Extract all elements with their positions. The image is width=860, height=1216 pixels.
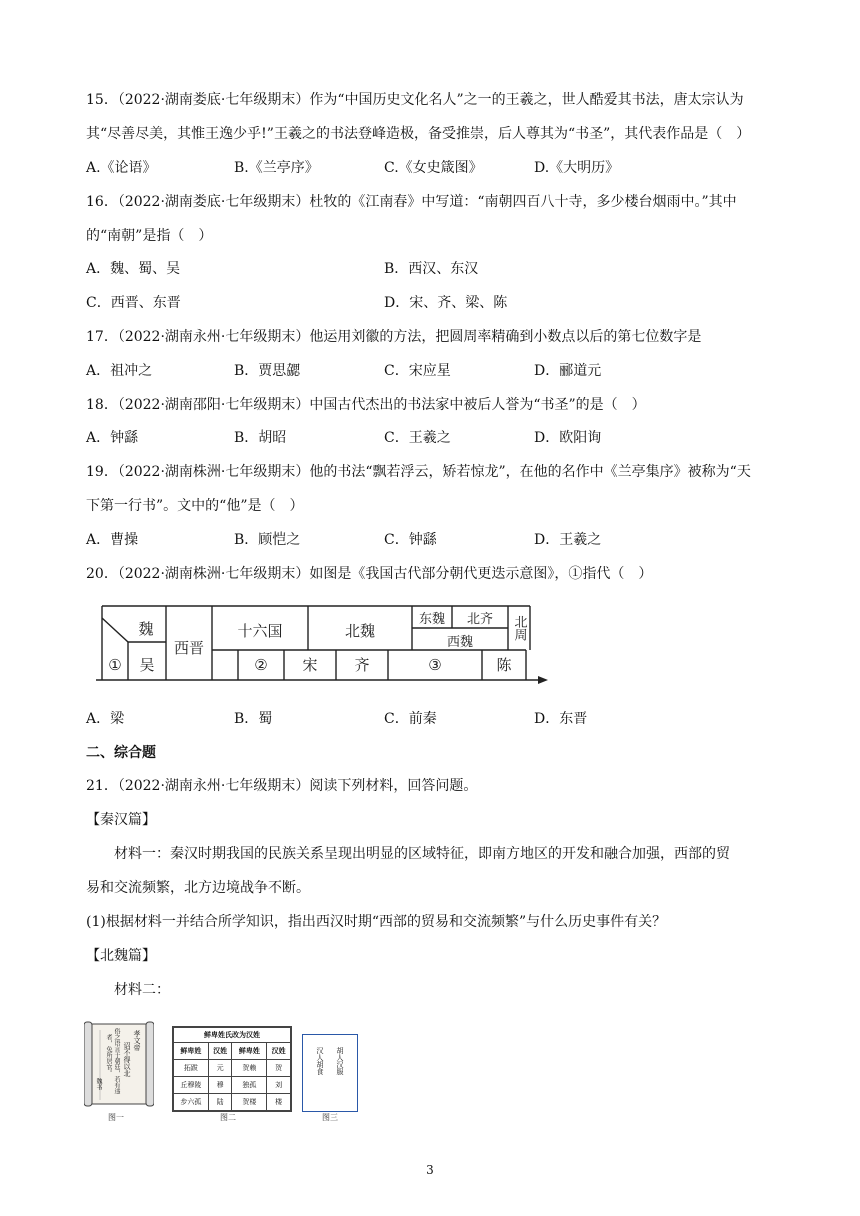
table-cell: 元 [208, 1060, 232, 1077]
figure-1-text-5: 魏书 [95, 1078, 102, 1090]
q16-option-c[interactable]: C．西晋、东晋 [86, 295, 181, 311]
table-cell: 刘 [267, 1077, 291, 1094]
q17-option-b[interactable]: B．贾思勰 [234, 363, 301, 379]
table-header: 鲜卑姓 [174, 1043, 209, 1060]
figure-1-text-3: 俗之语言于朝廷，若有违 [113, 1028, 120, 1094]
table-header: 汉姓 [208, 1043, 232, 1060]
surname-table [173, 1027, 291, 1111]
figure-3-box [302, 1034, 358, 1112]
dynasty-chen: 陈 [496, 656, 512, 674]
q16-option-a[interactable]: A．魏、蜀、吴 [86, 261, 181, 277]
table-cell: 丘穆陵 [174, 1077, 209, 1094]
section-heading: 二、综合题 [86, 745, 156, 761]
figure-1-text-4: 者，免所居官。 [105, 1034, 112, 1076]
page-number: 3 [426, 1163, 434, 1177]
dynasty-song: 宋 [302, 656, 318, 674]
table-cell: 贺 [267, 1060, 291, 1077]
q21-part-beiwei: 【北魏篇】 [86, 948, 156, 964]
q19-stem-line1: 19．（2022·湖南株洲·七年级期末）他的书法“飘若浮云，矫若惊龙”，在他的名作中《兰亭集序》被称为“天 [86, 464, 751, 480]
q18-option-d[interactable]: D．欧阳询 [534, 430, 602, 446]
q21-material1-line1: 材料一：秦汉时期我国的民族关系呈现出明显的区域特征，即南方地区的开发和融合加强，西部的贸 [114, 846, 730, 862]
q19-option-a[interactable]: A．曹操 [86, 532, 139, 548]
dynasty-sixteen-states: 十六国 [237, 622, 283, 640]
q21-part-qinhan: 【秦汉篇】 [86, 812, 156, 828]
q15-option-d[interactable]: D.《大明历》 [534, 160, 620, 176]
q19-stem-line2: 下第一行书”。文中的“他”是（ ） [86, 498, 304, 514]
q17-stem: 17．（2022·湖南永州·七年级期末）他运用刘徽的方法，把圆周率精确到小数点以后的第七位数字是 [86, 329, 702, 345]
q19-option-d[interactable]: D．王羲之 [534, 532, 602, 548]
table-cell: 拓跋 [174, 1060, 209, 1077]
q18-stem: 18．（2022·湖南邵阳·七年级期末）中国古代杰出的书法家中被后人誉为“书圣”的是（ ） [86, 397, 646, 413]
q15-stem-line2: 其“尽善尽美，其惟王逸少乎!”王羲之的书法登峰造极，备受推崇，后人尊其为“书圣”，其代表作品是（ ） [86, 126, 751, 142]
table-cell: 贺楼 [232, 1094, 267, 1111]
table-row [174, 1094, 291, 1111]
figure-1-text-2: 诏不得以北 [123, 1042, 131, 1077]
dynasty-beiwei: 北魏 [344, 622, 376, 640]
dynasty-label-1: ① [108, 656, 122, 674]
q21-stem: 21．（2022·湖南永州·七年级期末）阅读下列材料，回答问题。 [86, 778, 478, 794]
figure-3-text-1: 胡人汉服 [336, 1047, 344, 1075]
dynasty-label-2: ② [254, 656, 268, 674]
table-cell: 穆 [208, 1077, 232, 1094]
q18-option-c[interactable]: C．王羲之 [384, 430, 451, 446]
table-header: 鲜卑姓 [232, 1043, 267, 1060]
dynasty-succession-diagram [90, 598, 550, 688]
figure-1-text-1: 孝文帝 [133, 1030, 141, 1051]
q15-option-c[interactable]: C.《女史箴图》 [384, 160, 483, 176]
figure-2-caption: 图二 [220, 1113, 236, 1122]
dynasty-wu: 吴 [139, 656, 155, 674]
dynasty-xiwei: 西魏 [446, 635, 474, 650]
table-cell: 步六孤 [174, 1094, 209, 1111]
q15-option-a[interactable]: A.《论语》 [86, 160, 157, 176]
q17-option-d[interactable]: D．郦道元 [534, 363, 602, 379]
q20-option-c[interactable]: C．前秦 [384, 711, 437, 727]
q15-stem-line1: 15．（2022·湖南娄底·七年级期末）作为“中国历史文化名人”之一的王羲之，世人酷爱其书法，唐太宗认为 [86, 92, 744, 108]
table-row [174, 1077, 291, 1094]
surname-table-title: 鲜卑姓氏改为汉姓 [174, 1028, 291, 1043]
table-cell: 贺赖 [232, 1060, 267, 1077]
figure-2-surname-table [172, 1026, 292, 1112]
table-cell: 陆 [208, 1094, 232, 1111]
figure-1-caption: 图一 [108, 1113, 124, 1122]
q16-option-d[interactable]: D．宋、齐、梁、陈 [384, 295, 508, 311]
q21-material2-label: 材料二： [114, 982, 170, 998]
q17-option-c[interactable]: C．宋应星 [384, 363, 451, 379]
figure-1-scroll [84, 1020, 154, 1108]
dynasty-qi: 齐 [354, 656, 370, 674]
q20-option-b[interactable]: B．蜀 [234, 711, 273, 727]
figure-3-text-2: 汉人胡食 [316, 1047, 324, 1075]
table-row [174, 1060, 291, 1077]
q20-stem: 20．（2022·湖南株洲·七年级期末）如图是《我国古代部分朝代更迭示意图》，①指代（ ） [86, 566, 653, 582]
dynasty-dongwei: 东魏 [418, 612, 446, 627]
q18-option-b[interactable]: B．胡昭 [234, 430, 287, 446]
figure-3-caption: 图三 [322, 1113, 338, 1122]
dynasty-wei: 魏 [138, 620, 154, 638]
dynasty-beiqi: 北齐 [466, 612, 494, 627]
q21-material1-line2: 易和交流频繁，北方边境战争不断。 [86, 880, 310, 896]
q19-option-c[interactable]: C．钟繇 [384, 532, 437, 548]
q15-option-b[interactable]: B.《兰亭序》 [234, 160, 319, 176]
dynasty-xijin: 西晋 [173, 639, 205, 657]
q20-option-d[interactable]: D．东晋 [534, 711, 588, 727]
q18-option-a[interactable]: A．钟繇 [86, 430, 139, 446]
q16-stem-line1: 16．（2022·湖南娄底·七年级期末）杜牧的《江南春》中写道：“南朝四百八十寺，多少楼台烟雨中。”其中 [86, 194, 737, 210]
table-cell: 楼 [267, 1094, 291, 1111]
table-header: 汉姓 [267, 1043, 291, 1060]
q20-option-a[interactable]: A．梁 [86, 711, 125, 727]
q16-option-b[interactable]: B．西汉、东汉 [384, 261, 479, 277]
q16-stem-line2: 的“南朝”是指（ ） [86, 228, 213, 244]
q19-option-b[interactable]: B．顾恺之 [234, 532, 301, 548]
table-cell: 独孤 [232, 1077, 267, 1094]
q17-option-a[interactable]: A．祖冲之 [86, 363, 153, 379]
q21-subquestion-1: (1)根据材料一并结合所学知识，指出西汉时期“西部的贸易和交流频繁”与什么历史事件有关？ [86, 914, 667, 930]
dynasty-label-3: ③ [428, 656, 442, 674]
dynasty-beizhou: 北周 [511, 615, 527, 641]
